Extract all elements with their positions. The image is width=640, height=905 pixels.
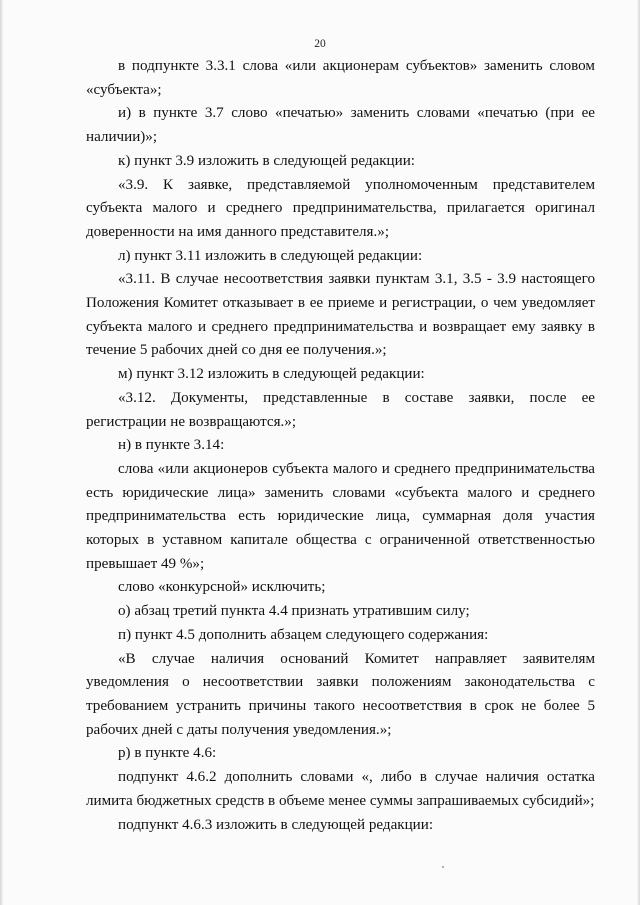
paragraph-3-14-remove-word: слово «конкурсной» исключить; bbox=[118, 579, 326, 596]
paragraph-4-6-3: подпункт 4.6.3 изложить в следующей редакции: bbox=[118, 816, 434, 833]
paragraph-quote-3-11: «3.11. В случае несоответствия заявки пунктам 3.1, 3.5 - 3.9 настоящего Положения Комитет отказывает в ее приеме и регистрации, о чем уведомляет субъекта малого и среднего предпринимательства и возвращает ему заявку в течение 5 рабочих дней со дня ее получения.»; bbox=[86, 271, 595, 359]
scan-speck bbox=[442, 866, 444, 868]
paragraph-item-l: л) пункт 3.11 изложить в следующей редакции: bbox=[118, 247, 423, 264]
page-number: 20 bbox=[314, 38, 326, 50]
paragraph-item-o: о) абзац третий пункта 4.4 признать утратившим силу; bbox=[118, 603, 470, 620]
paragraph-quote-3-9: «3.9. К заявке, представляемой уполномоченным представителем субъекта малого и среднего предпринимательства, прилагается оригинал доверенности на имя данного представителя.»; bbox=[86, 176, 595, 240]
paragraph-quote-4-5: «В случае наличия оснований Комитет направляет заявителям уведомления о несоответствии заявки положениям законодательства с требованием устранить причины такого несоответствия в срок не более 5 рабочих дней с даты получения уведомления.»; bbox=[86, 650, 595, 738]
paragraph-quote-3-12: «3.12. Документы, представленные в составе заявки, после ее регистрации не возвращаются.»; bbox=[86, 389, 595, 430]
paragraph-item-n: н) в пункте 3.14: bbox=[118, 437, 225, 454]
paragraph-3-3-1-amendment: в подпункте 3.3.1 слова «или акционерам субъектов» заменить словом «субъекта»; bbox=[86, 58, 595, 98]
paragraph-item-k: к) пункт 3.9 изложить в следующей редакции: bbox=[118, 152, 415, 169]
paragraph-4-6-2: подпункт 4.6.2 дополнить словами «, либо в случае наличия остатка лимита бюджетных средств в объеме менее суммы запрашиваемых субсидий»; bbox=[86, 769, 595, 809]
paragraph-item-i: и) в пункте 3.7 слово «печатью» заменить словами «печатью (при ее наличии)»; bbox=[86, 105, 595, 146]
paragraph-3-14-words: слова «или акционеров субъекта малого и среднего предпринимательства есть юридические лица» заменить словами «субъекта малого и среднего предпринимательства есть юридические лица, суммарная доля участия которых в уставном капитале общества с ограниченной ответственностью превышает 49 %»; bbox=[86, 460, 595, 572]
paragraph-item-p: п) пункт 4.5 дополнить абзацем следующего содержания: bbox=[118, 626, 489, 643]
scan-edge-left bbox=[0, 0, 3, 905]
paragraph-item-r: р) в пункте 4.6: bbox=[118, 745, 217, 762]
paragraph-item-m: м) пункт 3.12 изложить в следующей редакции: bbox=[118, 366, 425, 383]
document-body bbox=[86, 55, 595, 837]
